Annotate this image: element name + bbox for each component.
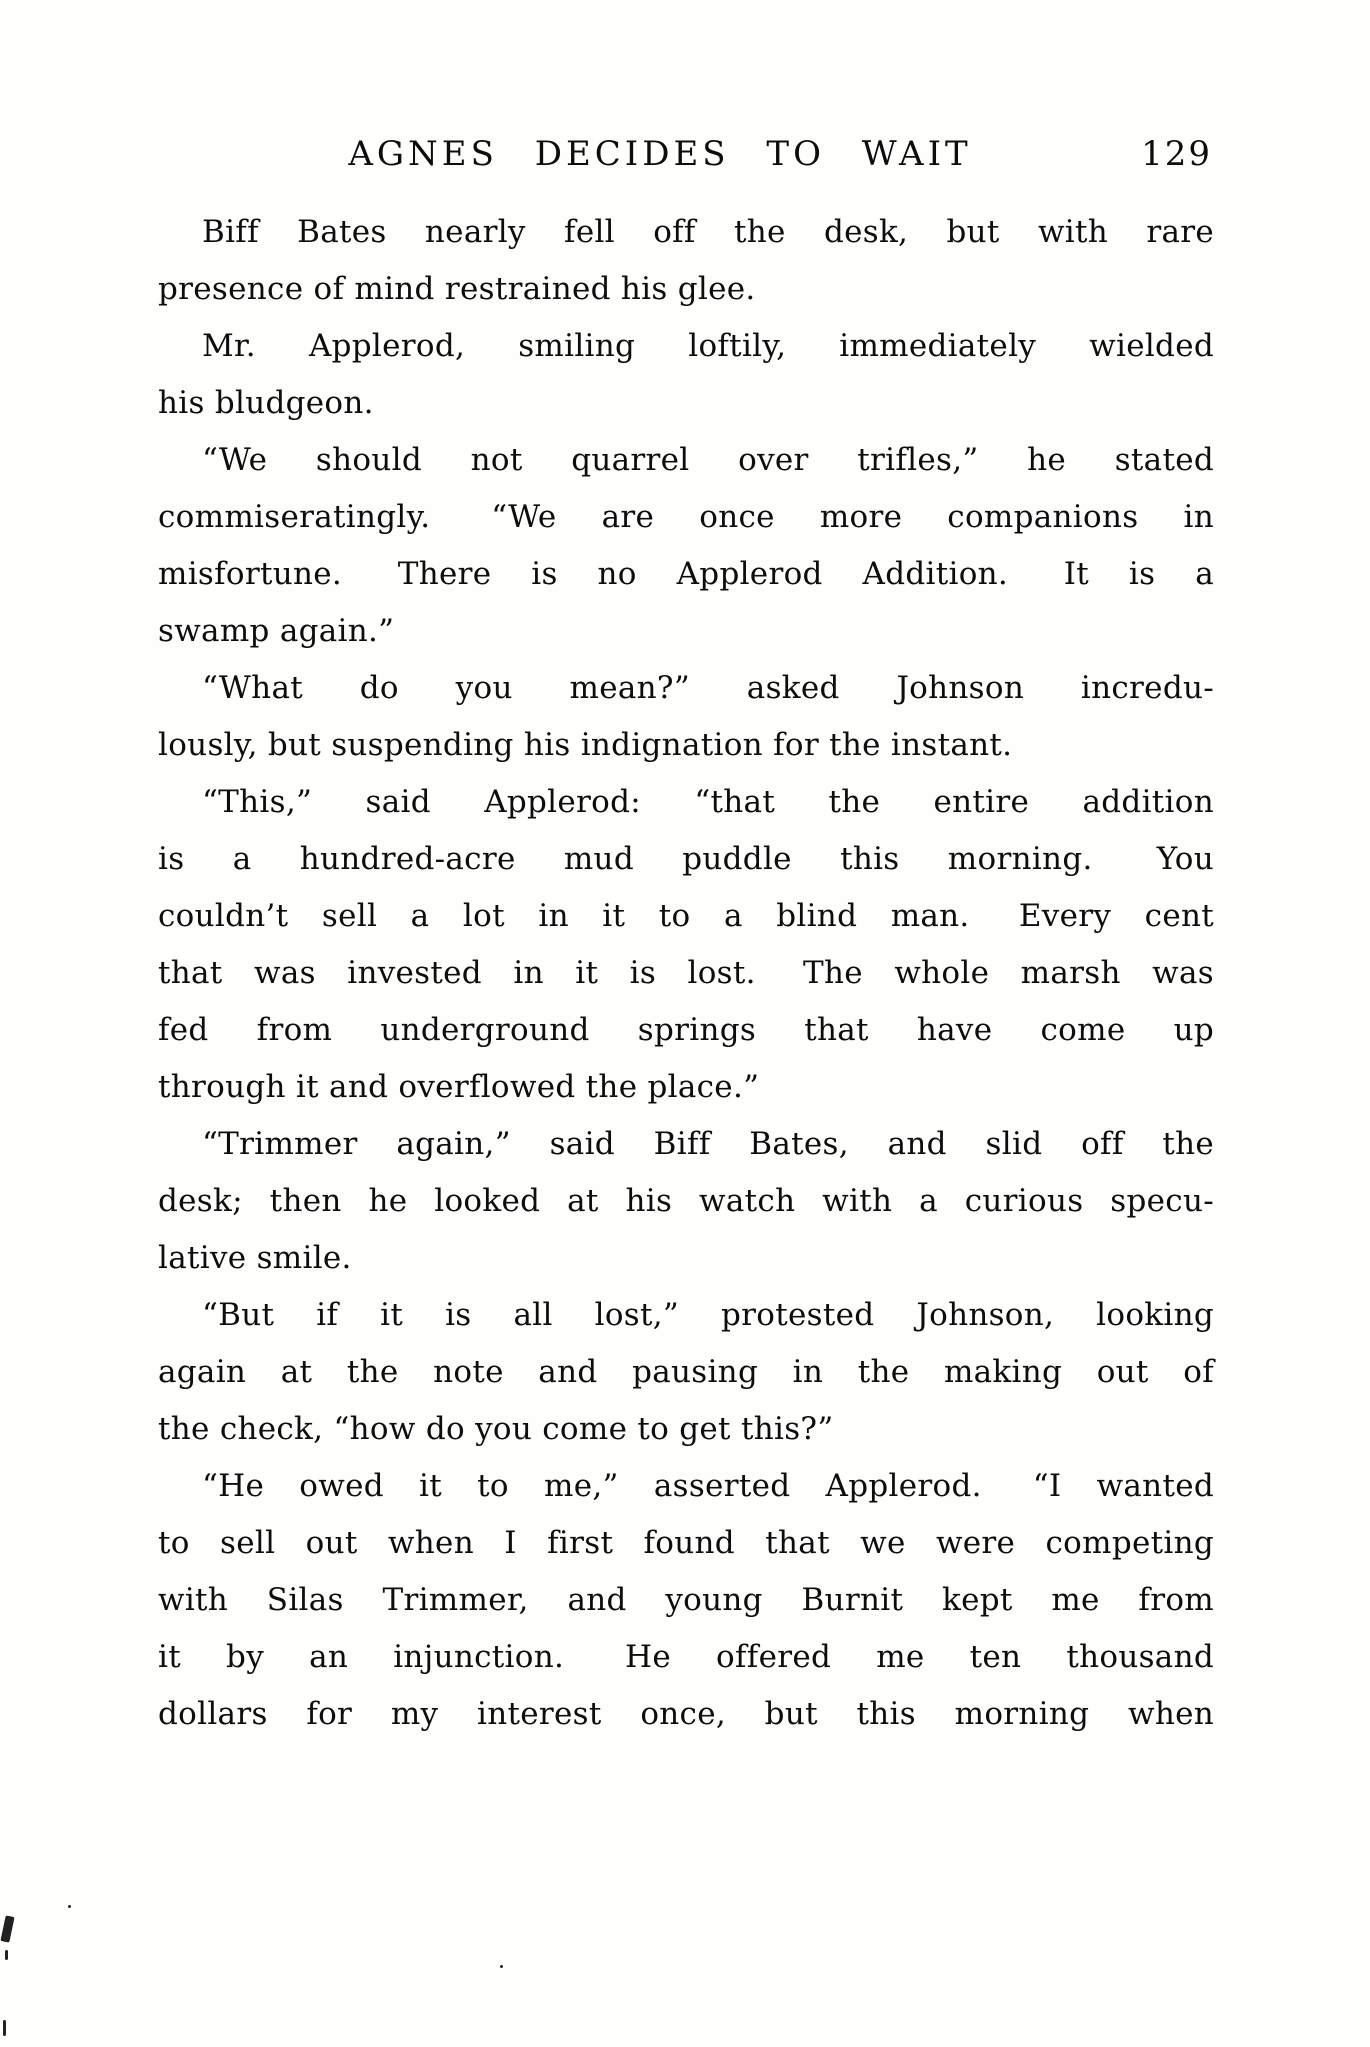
text-line: that was invested in it is lost. The whole marsh was xyxy=(158,955,1214,991)
text-line: misfortune. There is no Applerod Addition. It is a xyxy=(158,556,1214,592)
text-line: dollars for my interest once, but this morning when xyxy=(158,1696,1214,1732)
text-line: through it and overflowed the place.” xyxy=(158,1069,760,1105)
text-line: to sell out when I first found that we were competing xyxy=(158,1525,1214,1561)
text-line: swamp again.” xyxy=(158,613,395,649)
text-line: “What do you mean?” asked Johnson incredu- xyxy=(202,670,1214,706)
ink-speck xyxy=(500,1965,503,1968)
text-line: “He owed it to me,” asserted Applerod. “I wanted xyxy=(202,1468,1214,1504)
text-line: Mr. Applerod, smiling loftily, immediately wielded xyxy=(202,328,1214,364)
page-text xyxy=(158,204,1214,1743)
text-line: the check, “how do you come to get this?” xyxy=(158,1411,834,1447)
text-line: Biff Bates nearly fell off the desk, but with rare xyxy=(202,214,1214,250)
text-line: presence of mind restrained his glee. xyxy=(158,271,756,307)
page-number: 129 xyxy=(1141,134,1212,174)
text-line: lously, but suspending his indignation for the instant. xyxy=(158,727,1013,763)
text-line: couldn’t sell a lot in it to a blind man. Every cent xyxy=(158,898,1214,934)
text-line: desk; then he looked at his watch with a curious specu- xyxy=(158,1183,1214,1219)
ink-speck xyxy=(0,1915,14,1942)
running-head-title: AGNES DECIDES TO WAIT xyxy=(348,134,972,174)
text-column xyxy=(158,132,1214,1743)
text-line: “Trimmer again,” said Biff Bates, and slid off the xyxy=(202,1126,1214,1162)
text-line: fed from underground springs that have come up xyxy=(158,1012,1214,1048)
running-header xyxy=(158,132,1214,180)
ink-speck xyxy=(5,1950,8,1960)
ink-speck xyxy=(68,1905,71,1908)
text-line: is a hundred-acre mud puddle this morning. You xyxy=(158,841,1214,877)
text-line: his bludgeon. xyxy=(158,385,374,421)
text-line: “We should not quarrel over trifles,” he stated xyxy=(202,442,1214,478)
text-line: lative smile. xyxy=(158,1240,352,1276)
text-line: it by an injunction. He offered me ten thousand xyxy=(158,1639,1214,1675)
text-line: “This,” said Applerod: “that the entire addition xyxy=(202,784,1214,820)
text-line: with Silas Trimmer, and young Burnit kept me from xyxy=(158,1582,1214,1618)
text-line: again at the note and pausing in the making out of xyxy=(158,1354,1214,1390)
text-line: “But if it is all lost,” protested Johnson, looking xyxy=(202,1297,1214,1333)
ink-speck xyxy=(3,2020,6,2036)
text-line: commiseratingly. “We are once more companions in xyxy=(158,499,1214,535)
